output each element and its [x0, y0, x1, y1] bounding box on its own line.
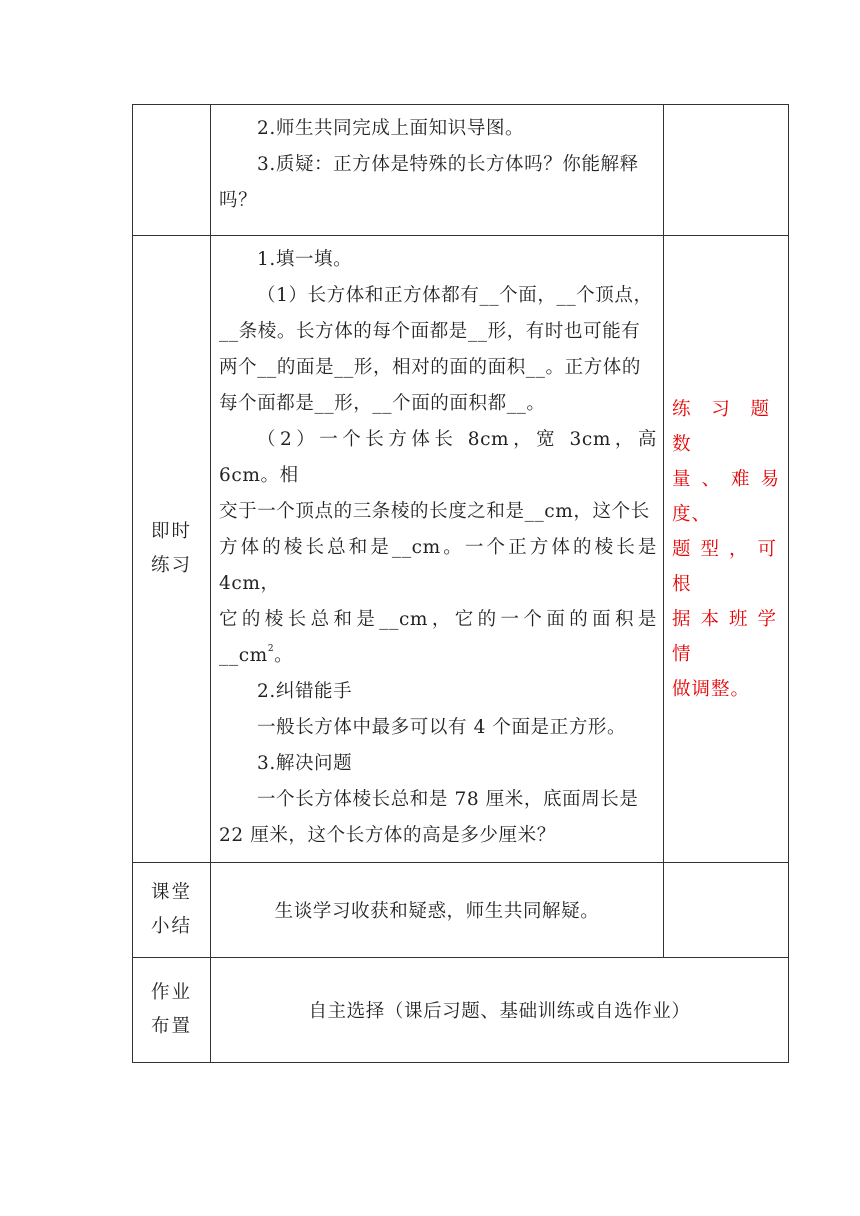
note-line: 据本班学情: [672, 608, 780, 665]
label-line: 练习: [150, 555, 192, 576]
table-row-top: [133, 105, 789, 236]
text-line: 交于一个顶点的三条棱的长度之和是__cm，这个长: [219, 501, 650, 522]
note-line: 量、难易度、: [672, 468, 780, 525]
question-title: 1.填一填。: [257, 249, 353, 270]
text-line-with-superscript: [211, 602, 663, 674]
question-title: 2.纠错能手: [257, 681, 353, 702]
summary-text: 生谈学习收获和疑惑，师生共同解疑。: [211, 863, 664, 958]
text-line: 2.师生共同完成上面知识导图。: [257, 118, 525, 139]
text-line: 方体的棱长总和是__cm。一个正方体的棱长是 4cm，: [219, 537, 657, 594]
label-line: 课堂: [150, 882, 192, 903]
row-label-homework: [133, 958, 211, 1063]
note-cell-empty: [664, 863, 789, 958]
teacher-note: [664, 236, 789, 863]
row-label-empty: [133, 105, 211, 236]
text-line: 22 厘米，这个长方体的高是多少厘米？: [219, 825, 556, 846]
superscript: 2: [267, 644, 275, 654]
label-line: 作业: [150, 982, 192, 1003]
text-line: __条棱。长方体的每个面都是__形，有时也可能有: [219, 321, 641, 342]
text-line: （1）长方体和正方体都有__个面，__个顶点，: [257, 285, 653, 306]
label-line: 布置: [150, 1016, 192, 1037]
lesson-plan-table: [132, 104, 789, 1063]
table-row-homework: [133, 958, 789, 1063]
table-row-summary: [133, 863, 789, 958]
text-segment: 它的棱长总和是__cm，它的一个面的面积是__cm: [219, 609, 657, 666]
text-segment: 。: [274, 645, 294, 666]
text-line: 每个面都是__形，__个面的面积都__。: [219, 393, 546, 414]
row-label-practice: [133, 236, 211, 863]
note-line: 练习题数: [672, 398, 780, 455]
text-line: 一个长方体棱长总和是 78 厘米，底面周长是: [257, 789, 639, 810]
note-line: 题型，可根: [672, 538, 780, 595]
text-line: 吗？: [219, 190, 258, 211]
text-line: 3.质疑：正方体是特殊的长方体吗？你能解释: [257, 154, 639, 175]
content-cell-top: [211, 105, 664, 236]
note-cell-empty: [664, 105, 789, 236]
text-line: 一般长方体中最多可以有 4 个面是正方形。: [257, 717, 627, 738]
text-line: 两个__的面是__形，相对的面的面积__。正方体的: [219, 357, 642, 378]
label-line: 小结: [150, 916, 192, 937]
question-title: 3.解决问题: [257, 753, 353, 774]
content-cell-practice: [211, 236, 664, 863]
label-line: 即时: [150, 521, 192, 542]
row-label-summary: [133, 863, 211, 958]
table-row-practice: [133, 236, 789, 863]
text-line: （2）一个长方体长 8cm，宽 3cm，高 6cm。相: [219, 429, 657, 486]
homework-text: 自主选择（课后习题、基础训练或自选作业）: [211, 958, 789, 1063]
note-line: 做调整。: [672, 678, 751, 700]
